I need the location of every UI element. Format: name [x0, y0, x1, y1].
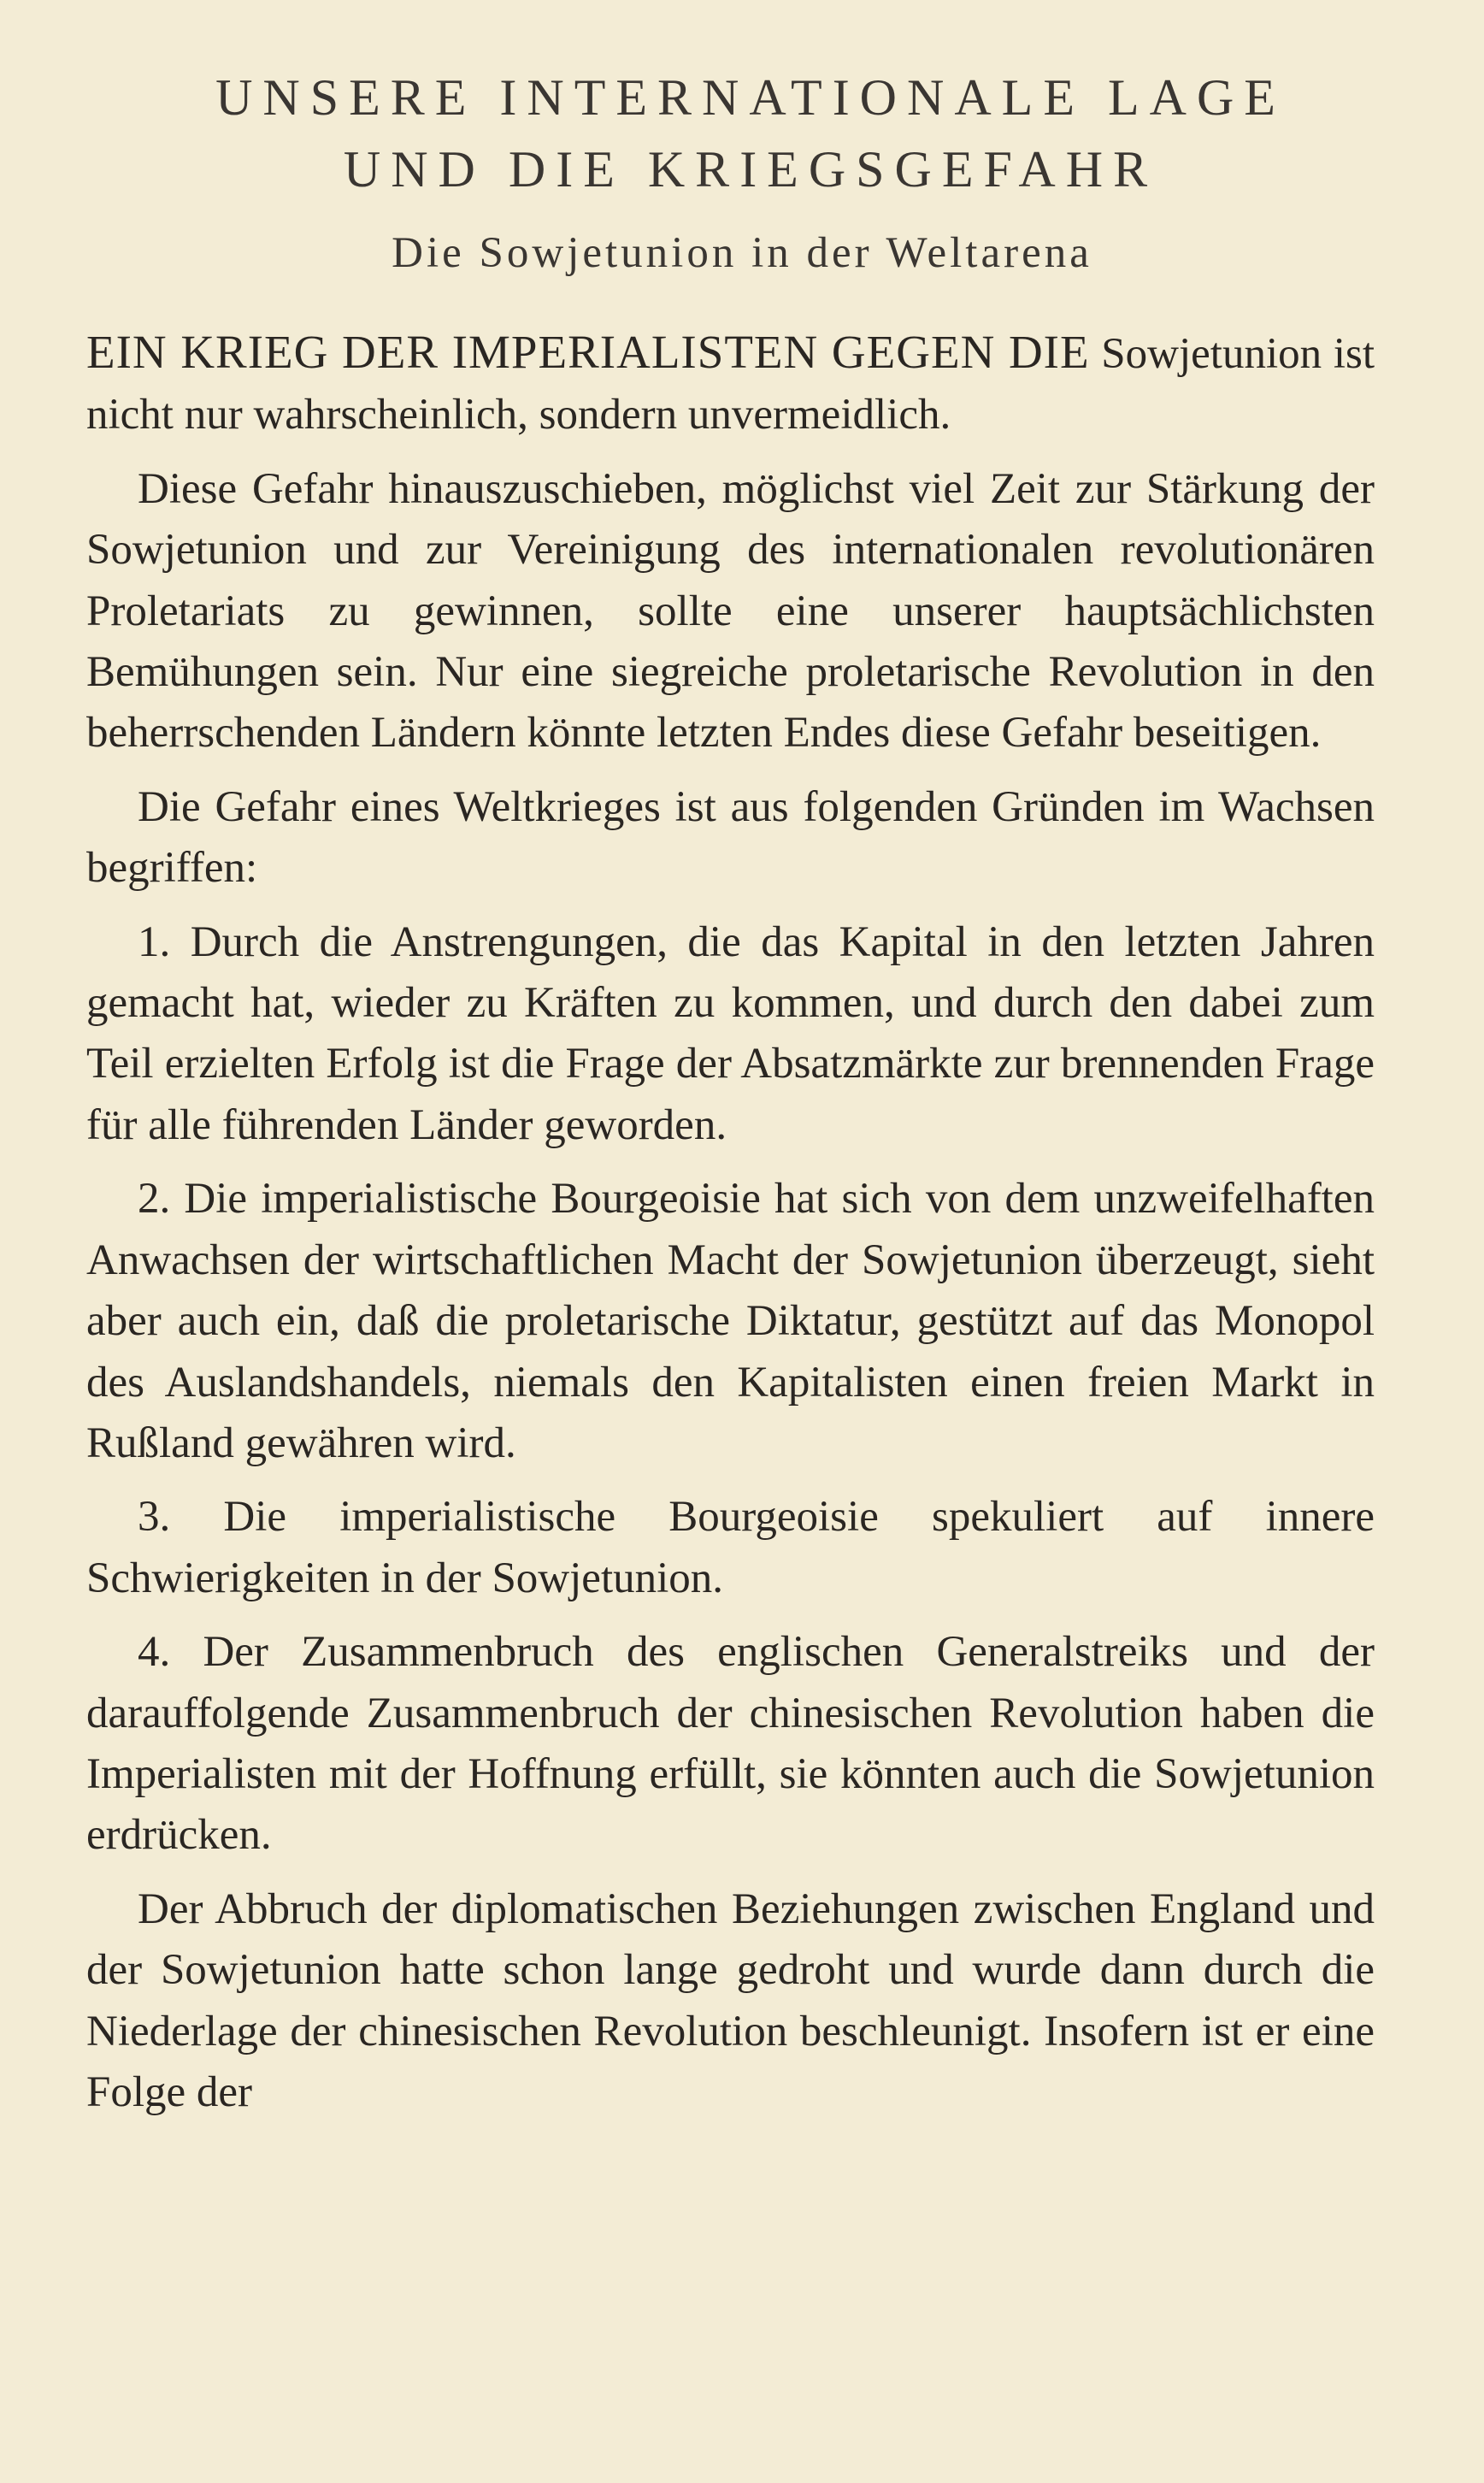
- paragraph-reason-4: 4. Der Zusammenbruch des englischen Generalstreiks und der darauffolgende Zusammenbruch der chinesischen Revolution haben die Imperialisten mit der Hoffnung erfüllt, sie könnten auch die Sowjetunion erdrücken.: [86, 1628, 1375, 1860]
- body-text: [86, 321, 1375, 2136]
- paragraph-intro-text: Sowjetunion ist nicht nur wahrscheinlich, sondern unvermeidlich.: [86, 330, 1375, 439]
- lead-in-caps: EIN KRIEG DER IMPERIALISTEN GEGEN DIE: [86, 326, 1090, 378]
- paragraph-reason-2: 2. Die imperialistische Bourgeoisie hat sich von dem unzweifelhaften Anwachsen der wirtschaftlichen Macht der Sowjetunion überzeugt, sieht aber auch ein, daß die proletarische Diktatur, gestützt auf das Monopol des Auslandshandels, niemals den Kapitalisten einen freien Markt in Rußland gewähren wird.: [86, 1175, 1375, 1467]
- chapter-title-line-1: UNSERE INTERNATIONALE LAGE: [215, 69, 1286, 126]
- chapter-subtitle: Die Sowjetunion in der Weltarena: [392, 229, 1092, 277]
- paragraph-intro: [86, 321, 1375, 446]
- paragraph-danger-delay: Diese Gefahr hinauszuschieben, möglichst viel Zeit zur Stärkung der Sowjetunion und zur Vereinigung des internationalen revolutionären Proletariats zu gewinnen, sollte eine unserer hauptsächlichsten Bemühungen sein. Nur eine siegreiche proletarische Revolution in den beherrschenden Ländern könnte letzten Endes diese Gefahr beseitigen.: [86, 464, 1375, 758]
- chapter-title-line-2: UND DIE KRIEGSGEFAHR: [343, 141, 1158, 198]
- paragraph-diplomatic-break: Der Abbruch der diplomatischen Beziehungen zwischen England und der Sowjetunion hatte schon lange gedroht und wurde dann durch die Niederlage der chinesischen Revolution beschleunigt. Insofern ist er eine Folge der: [86, 1884, 1375, 2116]
- paragraph-reason-1: 1. Durch die Anstrengungen, die das Kapital in den letzten Jahren gemacht hat, wieder zu Kräften zu kommen, und durch den dabei zum Teil erzielten Erfolg ist die Frage der Absatzmärkte zur brennenden Frage für alle führenden Länder geworden.: [86, 917, 1375, 1149]
- paragraph-reason-3: 3. Die imperialistische Bourgeoisie spekuliert auf innere Schwierigkeiten in der Sowjetunion.: [86, 1493, 1375, 1602]
- paragraph-reasons-intro: Die Gefahr eines Weltkrieges ist aus folgenden Gründen im Wachsen begriffen:: [86, 782, 1375, 893]
